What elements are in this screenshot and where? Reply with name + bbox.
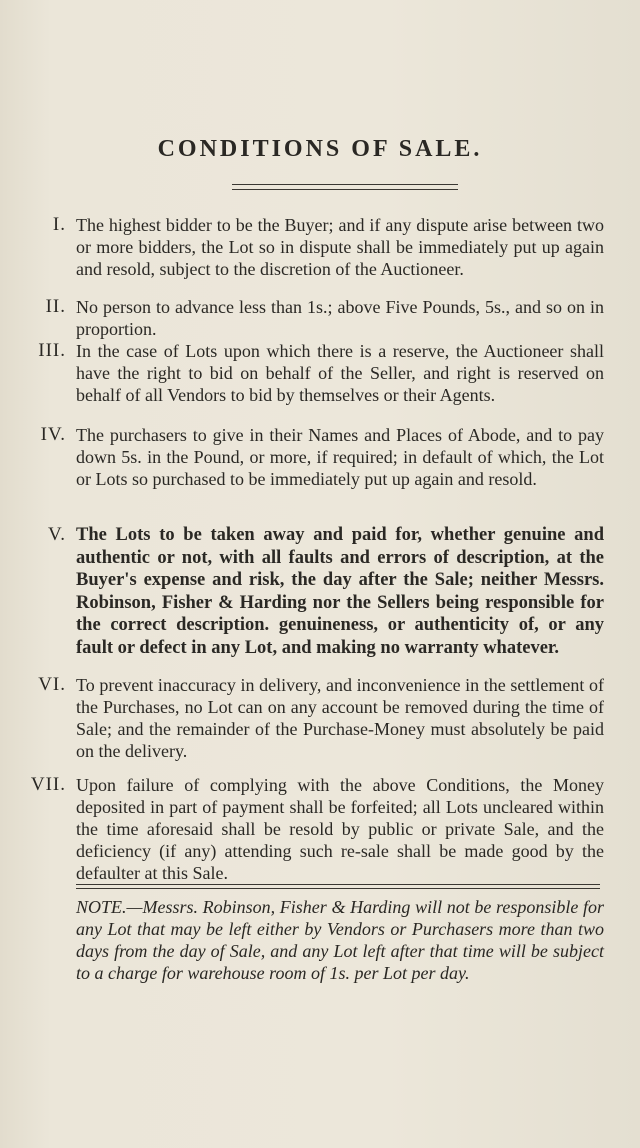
condition-numeral: I. [52, 214, 66, 235]
condition-text: No person to advance less than 1s.; above Five Pounds, 5s., and so on in proportion. [76, 297, 604, 339]
condition-numeral: V. [47, 524, 66, 545]
condition-text: The Lots to be taken away and paid for, whether genuine and authentic or not, with all faults and errors of description, at the Buyer's expense and risk, the day after the Sale; neither Messrs. Robinson, Fisher & Harding nor the Sellers being responsible for the correct description. genuineness, or authenticity of, or any fault or defect in any Lot, and making no warranty whatever. [76, 525, 604, 658]
title-divider [232, 184, 458, 190]
note-divider [76, 884, 600, 889]
condition-text: To prevent inaccuracy in delivery, and inconvenience in the settlement of the Purchases, no Lot can on any account be removed during the time of Sale; and the remainder of the Purchase-Money must absolutely be paid on the delivery. [76, 675, 604, 761]
condition-numeral: VII. [30, 774, 66, 795]
note-paragraph: NOTE.—Messrs. Robinson, Fisher & Harding will not be responsible for any Lot that may be left either by Vendors or Purchasers more than two days from the day of Sale, and any Lot left after that time will be subject to a charge for warehouse room of 1s. per Lot per day. [76, 897, 604, 983]
condition-text: In the case of Lots upon which there is a reserve, the Auctioneer shall have the right to bid on behalf of the Seller, and right is reserved on behalf of all Vendors to bid by themselves or their Agents. [76, 341, 604, 405]
condition-numeral: VI. [38, 674, 66, 695]
condition-numeral: II. [45, 296, 66, 317]
condition-text: The purchasers to give in their Names and Places of Abode, and to pay down 5s. in the Pound, or more, if required; in default of which, the Lot or Lots so purchased to be immediately put up again and resold. [76, 425, 604, 489]
condition-numeral: IV. [40, 424, 66, 445]
page-title: CONDITIONS OF SALE. [157, 136, 483, 162]
condition-text: Upon failure of complying with the above Conditions, the Money deposited in part of payment shall be forfeited; all Lots uncleared within the time aforesaid shall be resold by public or private Sale, and the deficiency (if any) attending such re-sale shall be made good by the defaulter at this Sale. [76, 775, 604, 883]
condition-numeral: III. [38, 340, 66, 361]
condition-text: The highest bidder to be the Buyer; and if any dispute arise between two or more bidders, the Lot so in dispute shall be immediately put up again and resold, subject to the discretion of the Auctioneer. [76, 215, 604, 279]
